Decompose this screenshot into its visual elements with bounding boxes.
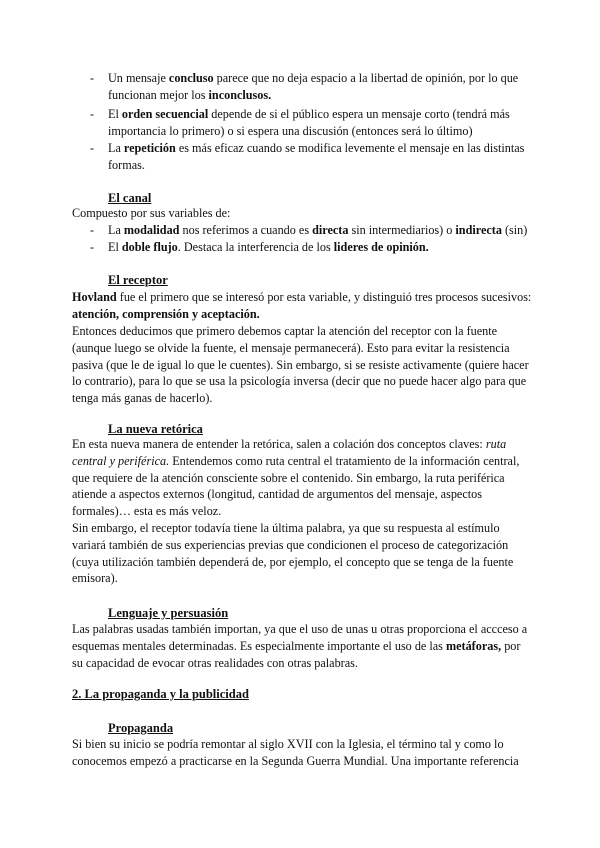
bullet-dash: - (90, 71, 95, 85)
receptor-paragraph-1: Hovland fue el primero que se interesó por esta variable, y distinguió tres procesos sucesivos: atención, comprensión y aceptación. (72, 290, 532, 321)
heading-section-2: 2. La propaganda y la publicidad (72, 687, 249, 701)
propaganda-paragraph: Si bien su inicio se podría remontar al siglo XVII con la Iglesia, el término tal y como lo conocemos empezó a practicarse en la Segunda Guerra Mundial. Una importante referencia (72, 737, 519, 768)
bullet-orden-secuencial: - El orden secuencial depende de si el público espera un mensaje corto (tendrá más importancia lo primero) o si espera una discusión (entonces será lo último) (90, 107, 510, 138)
bullet-dash: - (90, 240, 95, 254)
bullet-concluso: - Un mensaje concluso parece que no deja espacio a la libertad de opinión, por lo que funcionan mejor los inconclusos. (90, 71, 519, 102)
lenguaje-paragraph: Las palabras usadas también importan, ya que el uso de unas u otras proporciona el accceso a esquemas mentales determinadas. Es especialmente importante el uso de las metáforas, por su capacidad de evocar otras realidades con otras palabras. (72, 622, 528, 670)
heading-el-receptor: El receptor (108, 273, 168, 287)
bullet-dash: - (90, 107, 95, 121)
heading-nueva-retorica: La nueva retórica (108, 422, 203, 436)
bullet-doble-flujo: - El doble flujo. Destaca la interferencia de los lideres de opinión. (90, 240, 429, 254)
heading-lenguaje-persuasion: Lenguaje y persuasión (108, 606, 229, 620)
heading-el-canal: El canal (108, 191, 152, 205)
retorica-paragraph-1: En esta nueva manera de entender la retórica, salen a colación dos conceptos claves: ruta central y periférica. Entendemos como ruta central el tratamiento de la información central, que requiere de la atención consciente sobre el contenido. Sin embargo, la ruta periférica atiende a aspectos externos (longitud, cantidad de argumentos del mensaje, aspectos formales)… esta es más veloz. (72, 437, 520, 519)
receptor-paragraph-2: Entonces deducimos que primero debemos captar la atención del receptor con la fuente (aunque luego se olvide la fuente, el mensaje permanecerá). Esto para evitar la resistencia pasiva (que le de igual lo que le cuentes). Sin embargo, si se resiste activamente (quiere hacer lo contrario), para lo que se usa la psicología inversa (decir que no puede hacer algo para que tenga más ganas de hacerlo). (72, 324, 529, 406)
bullet-modalidad: - La modalidad nos referimos a cuando es directa sin intermediarios) o indirecta (sin) (90, 223, 528, 237)
retorica-paragraph-2: Sin embargo, el receptor todavía tiene la última palabra, ya que su respuesta al estímulo variará también de sus experiencias previas que condicionen el proceso de categorización (cuya utilización también dependerá de, por ejemplo, el concepto que se tenga de la fuente emisora). (72, 521, 514, 586)
bullet-dash: - (90, 141, 95, 155)
bullet-repeticion: - La repetición es más eficaz cuando se modifica levemente el mensaje en las distintas formas. (90, 141, 525, 172)
bullet-dash: - (90, 223, 95, 237)
canal-intro: Compuesto por sus variables de: (72, 206, 231, 220)
heading-propaganda: Propaganda (108, 721, 174, 735)
